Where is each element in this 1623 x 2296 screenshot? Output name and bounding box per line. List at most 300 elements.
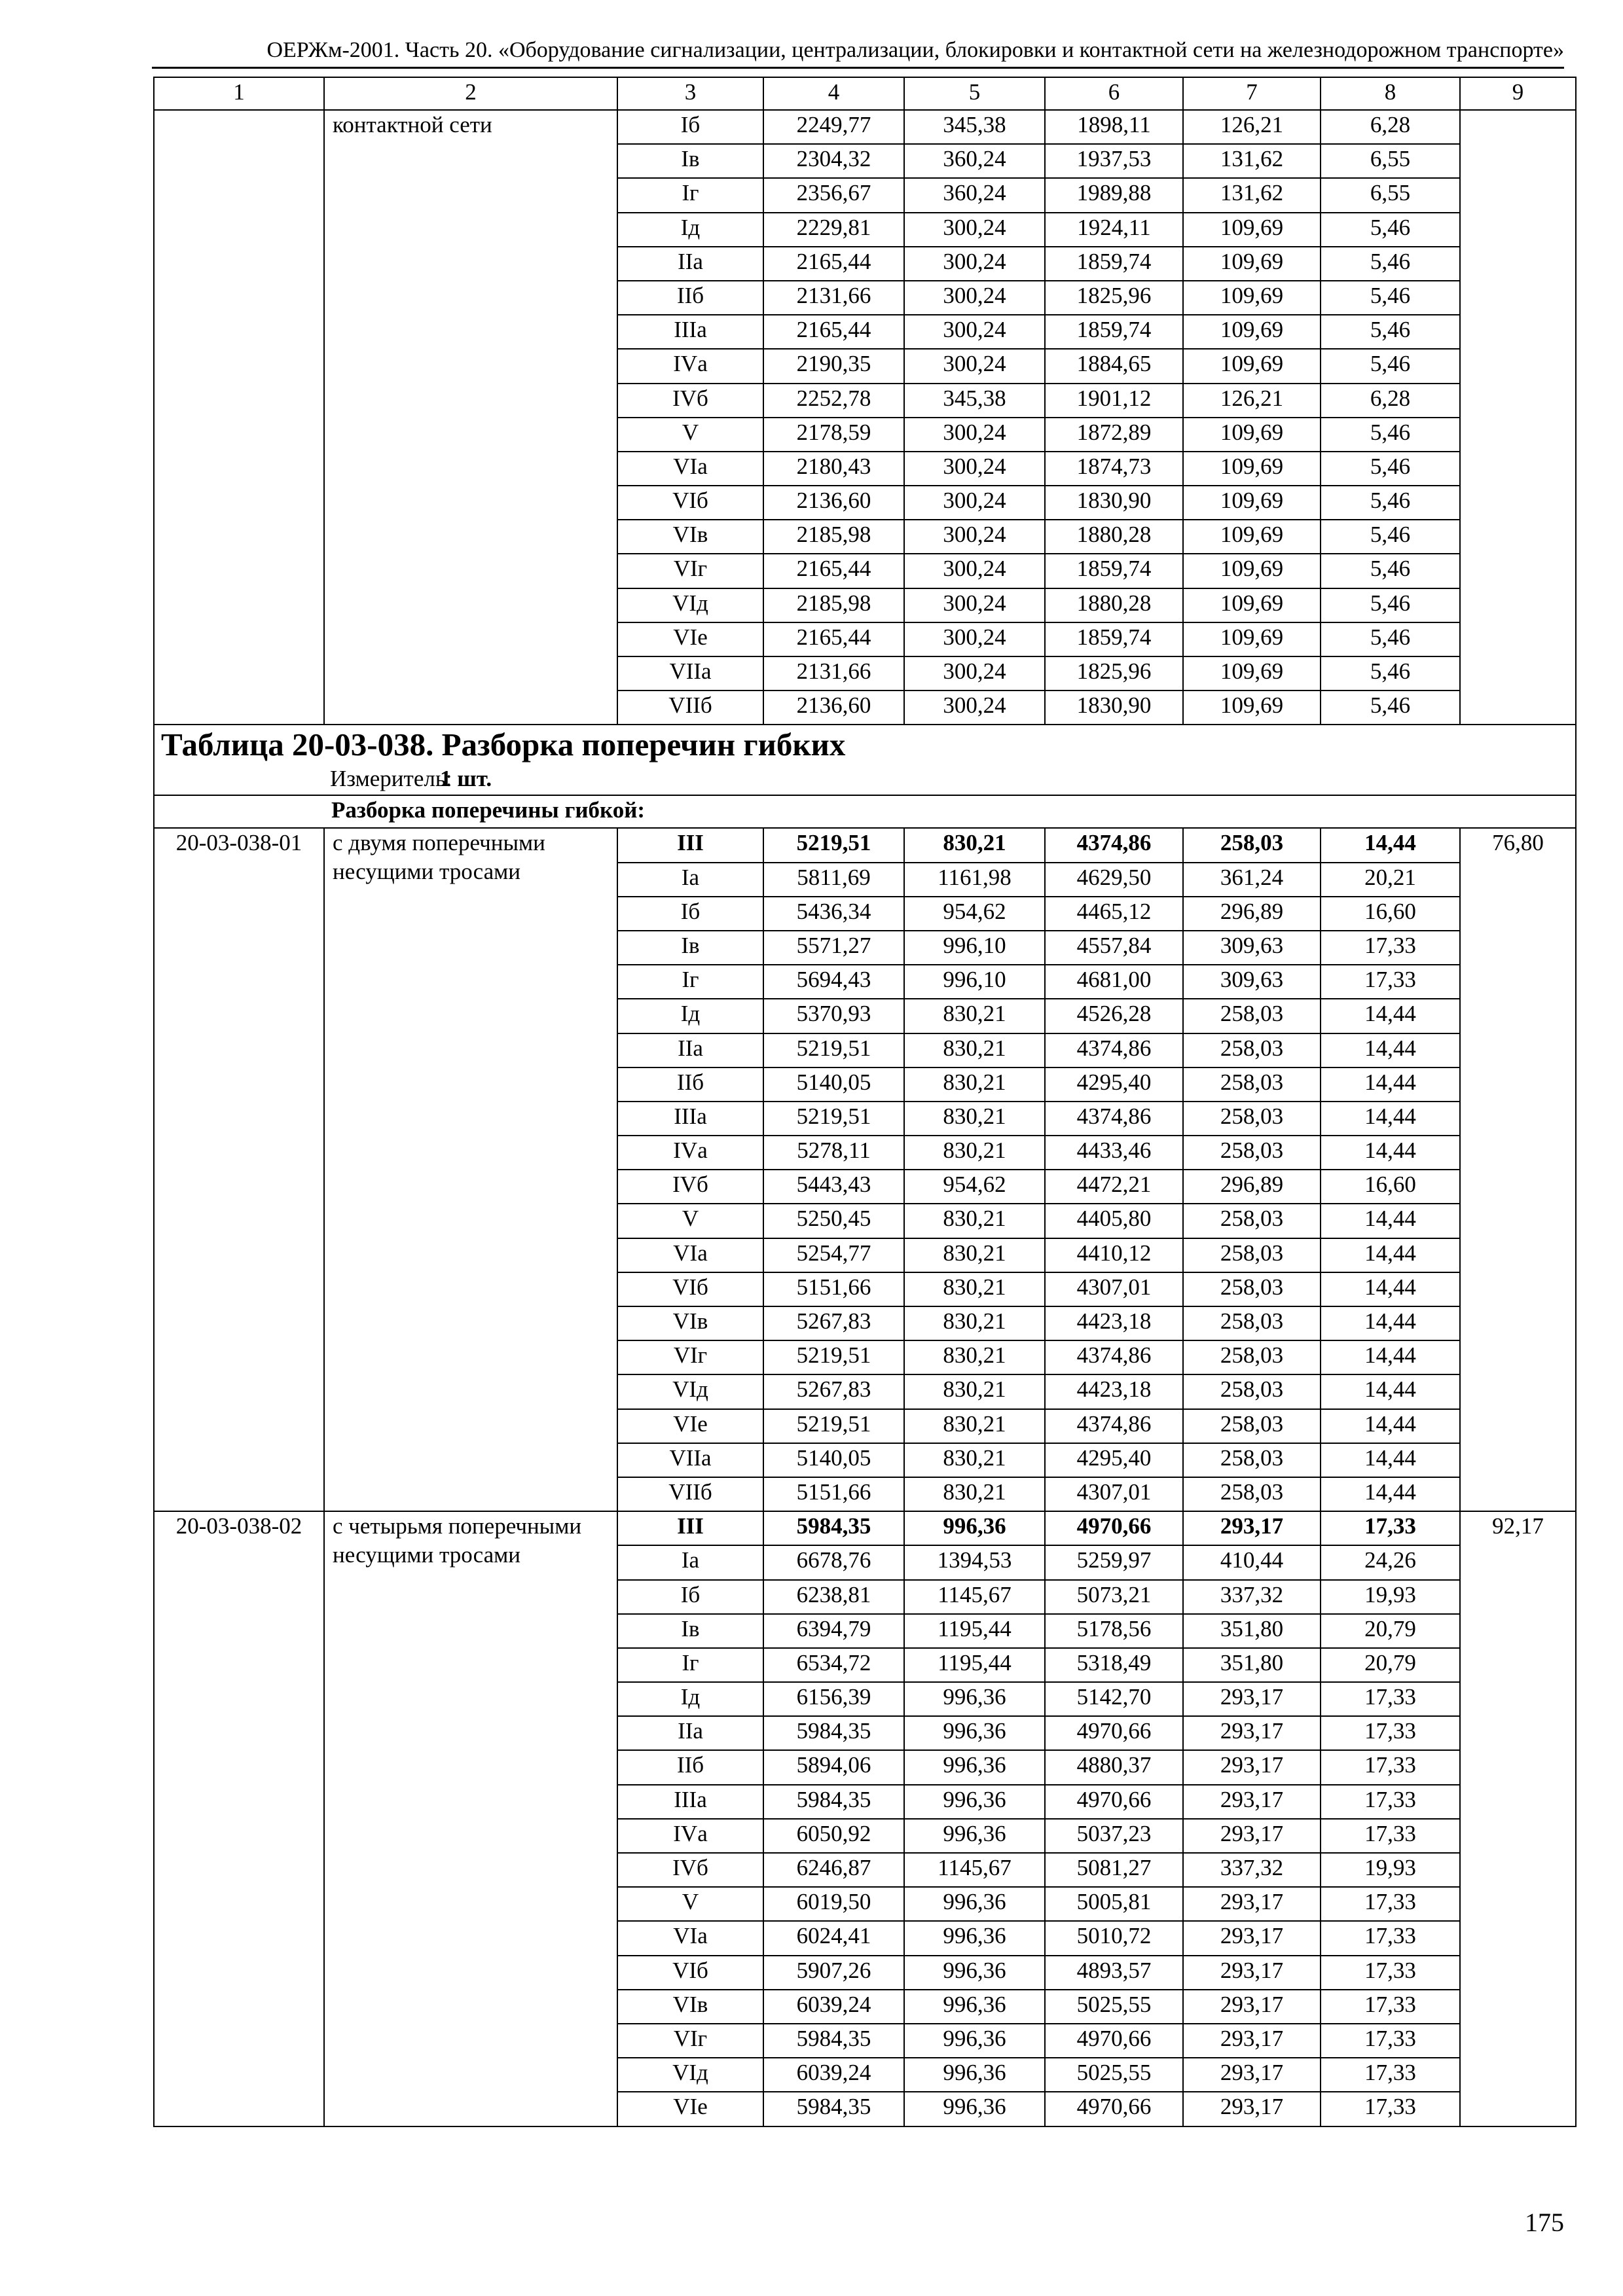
machines-cell: 4970,66 (1045, 1716, 1183, 1750)
measure-cell (154, 764, 1576, 795)
machinist-wages-cell: 258,03 (1183, 1477, 1321, 1511)
materials-cell: 5,46 (1321, 486, 1460, 520)
wages-cell: 345,38 (904, 384, 1045, 418)
total-cost-cell: 5571,27 (763, 931, 904, 965)
machinist-wages-cell: 293,17 (1183, 1819, 1321, 1853)
labor-cost-cell (1460, 110, 1576, 725)
wages-cell: 996,36 (904, 1921, 1045, 1955)
machines-cell: 4472,21 (1045, 1170, 1183, 1204)
machines-cell: 1825,96 (1045, 656, 1183, 691)
machines-cell: 5142,70 (1045, 1682, 1183, 1716)
wages-cell: 1161,98 (904, 863, 1045, 897)
wages-cell: 830,21 (904, 1204, 1045, 1238)
machinist-wages-cell: 109,69 (1183, 588, 1321, 622)
total-cost-cell: 5894,06 (763, 1750, 904, 1784)
total-cost-cell: 5219,51 (763, 1409, 904, 1443)
materials-cell: 5,46 (1321, 315, 1460, 349)
total-cost-cell: 6678,76 (763, 1545, 904, 1579)
machines-cell: 5010,72 (1045, 1921, 1183, 1955)
materials-cell: 6,28 (1321, 384, 1460, 418)
machines-cell: 1898,11 (1045, 110, 1183, 144)
measure-row (154, 764, 1576, 795)
wages-cell: 300,24 (904, 247, 1045, 281)
machines-cell: 4295,40 (1045, 1067, 1183, 1102)
total-cost-cell: 5219,51 (763, 1033, 904, 1067)
materials-cell: 17,33 (1321, 1750, 1460, 1784)
region-cell: VIд (617, 2058, 763, 2092)
region-cell: III (617, 1511, 763, 1545)
region-cell: IVа (617, 1136, 763, 1170)
region-cell: IIа (617, 1033, 763, 1067)
region-cell: VIе (617, 622, 763, 656)
machinist-wages-cell: 296,89 (1183, 897, 1321, 931)
measure-unit: 1 шт. (440, 766, 492, 792)
wages-cell: 300,24 (904, 349, 1045, 383)
machinist-wages-cell: 293,17 (1183, 1990, 1321, 2024)
wages-cell: 830,21 (904, 1409, 1045, 1443)
machines-cell: 1859,74 (1045, 622, 1183, 656)
total-cost-cell: 2178,59 (763, 418, 904, 452)
region-cell: IIIа (617, 315, 763, 349)
machinist-wages-cell: 109,69 (1183, 349, 1321, 383)
wages-cell: 1195,44 (904, 1648, 1045, 1682)
machinist-wages-cell: 109,69 (1183, 622, 1321, 656)
machines-cell: 1859,74 (1045, 554, 1183, 588)
wages-cell: 300,24 (904, 622, 1045, 656)
region-cell: VIд (617, 1374, 763, 1408)
region-cell: VIв (617, 520, 763, 554)
machines-cell: 4629,50 (1045, 863, 1183, 897)
materials-cell: 20,79 (1321, 1648, 1460, 1682)
region-cell: IIа (617, 247, 763, 281)
region-cell: VIв (617, 1990, 763, 2024)
machinist-wages-cell: 337,32 (1183, 1580, 1321, 1614)
wages-cell: 345,38 (904, 110, 1045, 144)
column-number-cell: 3 (617, 77, 763, 110)
wages-cell: 996,36 (904, 2058, 1045, 2092)
materials-cell: 17,33 (1321, 1921, 1460, 1955)
total-cost-cell: 6394,79 (763, 1614, 904, 1648)
wages-cell: 300,24 (904, 418, 1045, 452)
materials-cell: 16,60 (1321, 1170, 1460, 1204)
region-cell: Iг (617, 178, 763, 212)
machinist-wages-cell: 131,62 (1183, 178, 1321, 212)
machines-cell: 4423,18 (1045, 1306, 1183, 1340)
wages-cell: 954,62 (904, 1170, 1045, 1204)
machines-cell: 1825,96 (1045, 281, 1183, 315)
machinist-wages-cell: 109,69 (1183, 554, 1321, 588)
region-cell: IVа (617, 1819, 763, 1853)
total-cost-cell: 2131,66 (763, 656, 904, 691)
materials-cell: 5,46 (1321, 349, 1460, 383)
machinist-wages-cell: 258,03 (1183, 828, 1321, 862)
machinist-wages-cell: 293,17 (1183, 1887, 1321, 1921)
region-cell: VIIа (617, 656, 763, 691)
region-cell: Iа (617, 1545, 763, 1579)
wages-cell: 360,24 (904, 144, 1045, 178)
materials-cell: 14,44 (1321, 1067, 1460, 1102)
machinist-wages-cell: 293,17 (1183, 1511, 1321, 1545)
description-cell: с четырьмя поперечными несущими тросами (324, 1511, 617, 2126)
materials-cell: 17,33 (1321, 1819, 1460, 1853)
region-cell: VIг (617, 2024, 763, 2058)
total-cost-cell: 2180,43 (763, 452, 904, 486)
total-cost-cell: 2185,98 (763, 588, 904, 622)
machinist-wages-cell: 109,69 (1183, 452, 1321, 486)
region-cell: IVб (617, 1853, 763, 1887)
machinist-wages-cell: 109,69 (1183, 656, 1321, 691)
machinist-wages-cell: 296,89 (1183, 1170, 1321, 1204)
wages-cell: 996,36 (904, 1819, 1045, 1853)
materials-cell: 17,33 (1321, 1956, 1460, 1990)
wages-cell: 300,24 (904, 520, 1045, 554)
total-cost-cell: 5140,05 (763, 1443, 904, 1477)
wages-cell: 300,24 (904, 656, 1045, 691)
materials-cell: 5,46 (1321, 452, 1460, 486)
machinist-wages-cell: 109,69 (1183, 691, 1321, 725)
region-cell: VIIа (617, 1443, 763, 1477)
column-number-cell: 6 (1045, 77, 1183, 110)
wages-cell: 996,36 (904, 1956, 1045, 1990)
region-cell: VIе (617, 1409, 763, 1443)
table-row (154, 1511, 1576, 1545)
machinist-wages-cell: 131,62 (1183, 144, 1321, 178)
table-row (154, 828, 1576, 862)
table-title: Таблица 20-03-038. Разборка поперечин гибких (154, 725, 1576, 764)
wages-cell: 1394,53 (904, 1545, 1045, 1579)
total-cost-cell: 2131,66 (763, 281, 904, 315)
total-cost-cell: 2165,44 (763, 554, 904, 588)
materials-cell: 17,33 (1321, 965, 1460, 999)
wages-cell: 830,21 (904, 1136, 1045, 1170)
machines-cell: 4374,86 (1045, 1033, 1183, 1067)
machines-cell: 4307,01 (1045, 1477, 1183, 1511)
region-cell: IIб (617, 1750, 763, 1784)
description-cell: контактной сети (324, 110, 617, 725)
machines-cell: 4557,84 (1045, 931, 1183, 965)
machines-cell: 5178,56 (1045, 1614, 1183, 1648)
machinist-wages-cell: 410,44 (1183, 1545, 1321, 1579)
machinist-wages-cell: 293,17 (1183, 1956, 1321, 1990)
machines-cell: 5318,49 (1045, 1648, 1183, 1682)
materials-cell: 5,46 (1321, 656, 1460, 691)
wages-cell: 996,36 (904, 1887, 1045, 1921)
machinist-wages-cell: 293,17 (1183, 1682, 1321, 1716)
machines-cell: 4970,66 (1045, 1785, 1183, 1819)
machines-cell: 4880,37 (1045, 1750, 1183, 1784)
wages-cell: 300,24 (904, 486, 1045, 520)
machinist-wages-cell: 351,80 (1183, 1648, 1321, 1682)
total-cost-cell: 6156,39 (763, 1682, 904, 1716)
region-cell: VIб (617, 1956, 763, 1990)
total-cost-cell: 5219,51 (763, 1102, 904, 1136)
materials-cell: 19,93 (1321, 1580, 1460, 1614)
region-cell: Iд (617, 999, 763, 1033)
total-cost-cell: 6246,87 (763, 1853, 904, 1887)
wages-cell: 830,21 (904, 999, 1045, 1033)
wages-cell: 830,21 (904, 828, 1045, 862)
materials-cell: 24,26 (1321, 1545, 1460, 1579)
materials-cell: 6,28 (1321, 110, 1460, 144)
materials-cell: 20,79 (1321, 1614, 1460, 1648)
materials-cell: 17,33 (1321, 1887, 1460, 1921)
materials-cell: 14,44 (1321, 1340, 1460, 1374)
total-cost-cell: 5984,35 (763, 1785, 904, 1819)
machinist-wages-cell: 361,24 (1183, 863, 1321, 897)
machines-cell: 5005,81 (1045, 1887, 1183, 1921)
total-cost-cell: 6039,24 (763, 2058, 904, 2092)
machinist-wages-cell: 293,17 (1183, 2058, 1321, 2092)
total-cost-cell: 2356,67 (763, 178, 904, 212)
machinist-wages-cell: 258,03 (1183, 1204, 1321, 1238)
total-cost-cell: 2304,32 (763, 144, 904, 178)
column-number-cell: 7 (1183, 77, 1321, 110)
machinist-wages-cell: 109,69 (1183, 213, 1321, 247)
machines-cell: 4307,01 (1045, 1272, 1183, 1306)
machines-cell: 5081,27 (1045, 1853, 1183, 1887)
materials-cell: 5,46 (1321, 588, 1460, 622)
labor-cost-cell: 76,80 (1460, 828, 1576, 1511)
region-cell: III (617, 828, 763, 862)
wages-cell: 996,36 (904, 1716, 1045, 1750)
wages-cell: 830,21 (904, 1102, 1045, 1136)
materials-cell: 17,33 (1321, 2024, 1460, 2058)
machinist-wages-cell: 258,03 (1183, 1067, 1321, 1102)
machinist-wages-cell: 293,17 (1183, 1785, 1321, 1819)
region-cell: Iв (617, 144, 763, 178)
region-cell: IIб (617, 281, 763, 315)
materials-cell: 14,44 (1321, 1102, 1460, 1136)
machines-cell: 1924,11 (1045, 213, 1183, 247)
machinist-wages-cell: 258,03 (1183, 1409, 1321, 1443)
machinist-wages-cell: 293,17 (1183, 1921, 1321, 1955)
total-cost-cell: 5907,26 (763, 1956, 904, 1990)
description-cell: с двумя поперечными несущими тросами (324, 828, 617, 1511)
materials-cell: 17,33 (1321, 2058, 1460, 2092)
machines-cell: 4526,28 (1045, 999, 1183, 1033)
materials-cell: 14,44 (1321, 1306, 1460, 1340)
wages-cell: 996,10 (904, 931, 1045, 965)
machines-cell: 1872,89 (1045, 418, 1183, 452)
machinist-wages-cell: 258,03 (1183, 1033, 1321, 1067)
materials-cell: 5,46 (1321, 520, 1460, 554)
column-number-cell: 1 (154, 77, 324, 110)
region-cell: Iб (617, 1580, 763, 1614)
materials-cell: 14,44 (1321, 1272, 1460, 1306)
table-title-row (154, 725, 1576, 764)
total-cost-cell: 6050,92 (763, 1819, 904, 1853)
machines-cell: 4405,80 (1045, 1204, 1183, 1238)
region-cell: VIб (617, 1272, 763, 1306)
page-header: ОЕРЖм-2001. Часть 20. «Оборудование сигнализации, централизации, блокировки и контактной сети на железнодорожном транспорте» (152, 34, 1564, 69)
page-number: 175 (1525, 2208, 1564, 2237)
measure-label: Измеритель: (330, 766, 452, 792)
total-cost-cell: 2190,35 (763, 349, 904, 383)
region-cell: IVа (617, 349, 763, 383)
wages-cell: 996,36 (904, 1511, 1045, 1545)
machines-cell: 1884,65 (1045, 349, 1183, 383)
machines-cell: 1874,73 (1045, 452, 1183, 486)
materials-cell: 5,46 (1321, 281, 1460, 315)
machines-cell: 4374,86 (1045, 1409, 1183, 1443)
materials-cell: 14,44 (1321, 1238, 1460, 1272)
region-cell: Iд (617, 213, 763, 247)
machinist-wages-cell: 109,69 (1183, 247, 1321, 281)
machines-cell: 1880,28 (1045, 588, 1183, 622)
machinist-wages-cell: 293,17 (1183, 2024, 1321, 2058)
wages-cell: 996,36 (904, 1750, 1045, 1784)
machinist-wages-cell: 109,69 (1183, 486, 1321, 520)
machinist-wages-cell: 126,21 (1183, 110, 1321, 144)
wages-cell: 300,24 (904, 691, 1045, 725)
total-cost-cell: 5811,69 (763, 863, 904, 897)
region-cell: IIIа (617, 1785, 763, 1819)
total-cost-cell: 5219,51 (763, 828, 904, 862)
machines-cell: 1830,90 (1045, 691, 1183, 725)
wages-cell: 996,36 (904, 2092, 1045, 2126)
machines-cell: 4893,57 (1045, 1956, 1183, 1990)
region-cell: Iб (617, 110, 763, 144)
column-number-cell: 2 (324, 77, 617, 110)
total-cost-cell: 5267,83 (763, 1306, 904, 1340)
column-number-cell: 9 (1460, 77, 1576, 110)
machines-cell: 5025,55 (1045, 2058, 1183, 2092)
region-cell: VIг (617, 554, 763, 588)
materials-cell: 6,55 (1321, 178, 1460, 212)
wages-cell: 830,21 (904, 1340, 1045, 1374)
machinist-wages-cell: 258,03 (1183, 1374, 1321, 1408)
region-cell: VIIб (617, 1477, 763, 1511)
machinist-wages-cell: 309,63 (1183, 965, 1321, 999)
materials-cell: 16,60 (1321, 897, 1460, 931)
region-cell: VIIб (617, 691, 763, 725)
machines-cell: 4423,18 (1045, 1374, 1183, 1408)
total-cost-cell: 5151,66 (763, 1272, 904, 1306)
machines-cell: 4970,66 (1045, 2092, 1183, 2126)
total-cost-cell: 5278,11 (763, 1136, 904, 1170)
materials-cell: 5,46 (1321, 247, 1460, 281)
total-cost-cell: 2165,44 (763, 622, 904, 656)
machinist-wages-cell: 351,80 (1183, 1614, 1321, 1648)
machinist-wages-cell: 258,03 (1183, 999, 1321, 1033)
machinist-wages-cell: 258,03 (1183, 1443, 1321, 1477)
total-cost-cell: 2185,98 (763, 520, 904, 554)
machinist-wages-cell: 109,69 (1183, 418, 1321, 452)
total-cost-cell: 2249,77 (763, 110, 904, 144)
wages-cell: 830,21 (904, 1306, 1045, 1340)
machinist-wages-cell: 126,21 (1183, 384, 1321, 418)
machinist-wages-cell: 109,69 (1183, 281, 1321, 315)
materials-cell: 5,46 (1321, 691, 1460, 725)
region-cell: IIб (617, 1067, 763, 1102)
total-cost-cell: 5267,83 (763, 1374, 904, 1408)
section-title: Разборка поперечины гибкой: (154, 795, 1576, 828)
wages-cell: 830,21 (904, 1443, 1045, 1477)
machines-cell: 1901,12 (1045, 384, 1183, 418)
wages-cell: 1195,44 (904, 1614, 1045, 1648)
region-cell: Iв (617, 1614, 763, 1648)
machines-cell: 1830,90 (1045, 486, 1183, 520)
materials-cell: 17,33 (1321, 1785, 1460, 1819)
total-cost-cell: 5370,93 (763, 999, 904, 1033)
wages-cell: 300,24 (904, 452, 1045, 486)
region-cell: Iа (617, 863, 763, 897)
materials-cell: 5,46 (1321, 418, 1460, 452)
materials-cell: 17,33 (1321, 1682, 1460, 1716)
machines-cell: 5259,97 (1045, 1545, 1183, 1579)
region-cell: VIа (617, 1921, 763, 1955)
total-cost-cell: 2165,44 (763, 315, 904, 349)
region-cell: IIа (617, 1716, 763, 1750)
machines-cell: 5037,23 (1045, 1819, 1183, 1853)
machinist-wages-cell: 109,69 (1183, 315, 1321, 349)
price-table (153, 77, 1577, 2127)
section-row (154, 795, 1576, 828)
machinist-wages-cell: 258,03 (1183, 1238, 1321, 1272)
materials-cell: 14,44 (1321, 999, 1460, 1033)
region-cell: VIд (617, 588, 763, 622)
region-cell: Iв (617, 931, 763, 965)
total-cost-cell: 6238,81 (763, 1580, 904, 1614)
total-cost-cell: 5984,35 (763, 1511, 904, 1545)
total-cost-cell: 5984,35 (763, 2092, 904, 2126)
region-cell: V (617, 1204, 763, 1238)
materials-cell: 14,44 (1321, 1204, 1460, 1238)
region-cell: Iд (617, 1682, 763, 1716)
total-cost-cell: 2136,60 (763, 691, 904, 725)
region-cell: VIг (617, 1340, 763, 1374)
region-cell: IVб (617, 384, 763, 418)
total-cost-cell: 5443,43 (763, 1170, 904, 1204)
materials-cell: 19,93 (1321, 1853, 1460, 1887)
labor-cost-cell: 92,17 (1460, 1511, 1576, 2126)
table-body (154, 77, 1576, 2126)
wages-cell: 300,24 (904, 588, 1045, 622)
machines-cell: 4374,86 (1045, 828, 1183, 862)
materials-cell: 5,46 (1321, 622, 1460, 656)
materials-cell: 5,46 (1321, 554, 1460, 588)
materials-cell: 17,33 (1321, 1716, 1460, 1750)
total-cost-cell: 5254,77 (763, 1238, 904, 1272)
machinist-wages-cell: 337,32 (1183, 1853, 1321, 1887)
wages-cell: 830,21 (904, 1033, 1045, 1067)
machines-cell: 1859,74 (1045, 315, 1183, 349)
total-cost-cell: 5694,43 (763, 965, 904, 999)
wages-cell: 830,21 (904, 1477, 1045, 1511)
total-cost-cell: 2136,60 (763, 486, 904, 520)
total-cost-cell: 5984,35 (763, 1716, 904, 1750)
wages-cell: 830,21 (904, 1067, 1045, 1102)
region-cell: VIе (617, 2092, 763, 2126)
wages-cell: 360,24 (904, 178, 1045, 212)
region-cell: IVб (617, 1170, 763, 1204)
machines-cell: 4410,12 (1045, 1238, 1183, 1272)
materials-cell: 14,44 (1321, 1374, 1460, 1408)
wages-cell: 996,10 (904, 965, 1045, 999)
code-cell: 20-03-038-01 (154, 828, 324, 1511)
materials-cell: 17,33 (1321, 1511, 1460, 1545)
machinist-wages-cell: 309,63 (1183, 931, 1321, 965)
code-cell: 20-03-038-02 (154, 1511, 324, 2126)
machines-cell: 1989,88 (1045, 178, 1183, 212)
machines-cell: 5073,21 (1045, 1580, 1183, 1614)
materials-cell: 5,46 (1321, 213, 1460, 247)
wages-cell: 300,24 (904, 213, 1045, 247)
materials-cell: 17,33 (1321, 2092, 1460, 2126)
machines-cell: 4295,40 (1045, 1443, 1183, 1477)
machines-cell: 4970,66 (1045, 2024, 1183, 2058)
column-number-cell: 4 (763, 77, 904, 110)
